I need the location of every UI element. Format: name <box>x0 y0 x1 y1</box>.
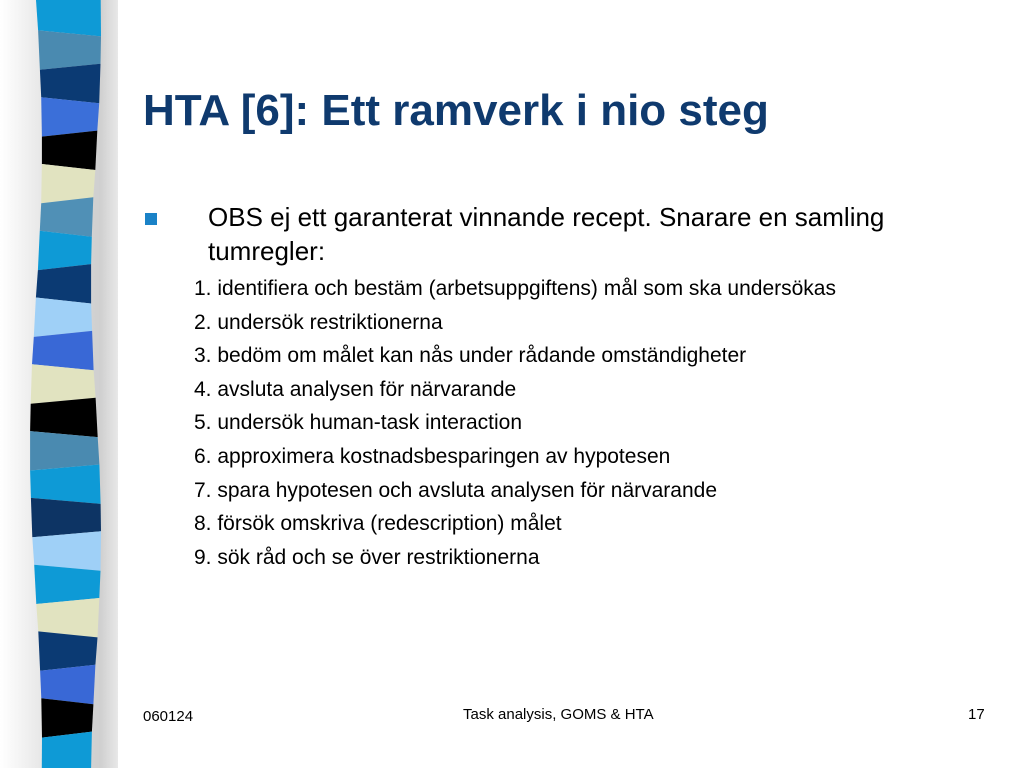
stripe-segment <box>40 197 94 236</box>
stripe-segment <box>34 565 100 604</box>
steps-list <box>143 272 1003 574</box>
step-item: 2. undersök restriktionerna <box>194 310 443 334</box>
step-item: 8. försök omskriva (redescription) målet <box>194 512 562 536</box>
stripe-segment <box>30 465 101 504</box>
decorative-stripe-band <box>0 0 130 768</box>
step-item: 9. sök råd och se över restriktionerna <box>194 545 540 569</box>
stripe-segment <box>32 331 94 370</box>
step-item: 5. undersök human-task interaction <box>194 411 523 435</box>
stripe-segment <box>40 665 95 704</box>
bullet-list <box>143 200 1003 574</box>
page-number: 17 <box>968 706 985 723</box>
stripe-segment <box>36 598 99 637</box>
stripe-segment <box>42 131 97 170</box>
stripe-segment <box>30 398 98 437</box>
stripe-segment <box>38 631 97 670</box>
footer-date: 060124 <box>143 708 194 725</box>
stripe-segment <box>41 97 99 136</box>
stripe-segment <box>42 732 92 768</box>
step-item: 1. identifiera och bestäm (arbetsuppgiftens) mål som ska undersökas <box>194 277 836 300</box>
stripe-segment <box>36 264 91 303</box>
stripe-segment <box>41 164 95 203</box>
square-bullet-icon <box>145 213 157 225</box>
step-item: 4. avsluta analysen för närvarande <box>194 377 517 401</box>
bullet-item <box>143 200 1003 268</box>
stripe-segment <box>36 0 101 36</box>
stripe-segment <box>38 231 92 270</box>
stripe-segment <box>32 531 101 570</box>
slide-title: HTA [6]: Ett ramverk i nio steg <box>143 86 769 135</box>
stripe-segment <box>31 498 101 537</box>
stripe-segment <box>38 30 101 69</box>
stripe-segment <box>30 431 99 470</box>
stripe-segment <box>34 298 92 337</box>
stripe-segment <box>41 698 93 737</box>
step-item: 3. bedöm om målet kan nås under rådande omständigheter <box>194 344 747 368</box>
stripe-segment <box>40 64 101 103</box>
stripe-segment <box>31 364 96 403</box>
step-item: 6. approximera kostnadsbesparingen av hypotesen <box>194 444 671 468</box>
footer-title: Task analysis, GOMS & HTA <box>463 706 654 723</box>
bullet-text: OBS ej ett garanterat vinnande recept. Snarare en samling tumregler: <box>208 202 885 266</box>
step-item: 7. spara hypotesen och avsluta analysen för närvarande <box>194 478 718 502</box>
